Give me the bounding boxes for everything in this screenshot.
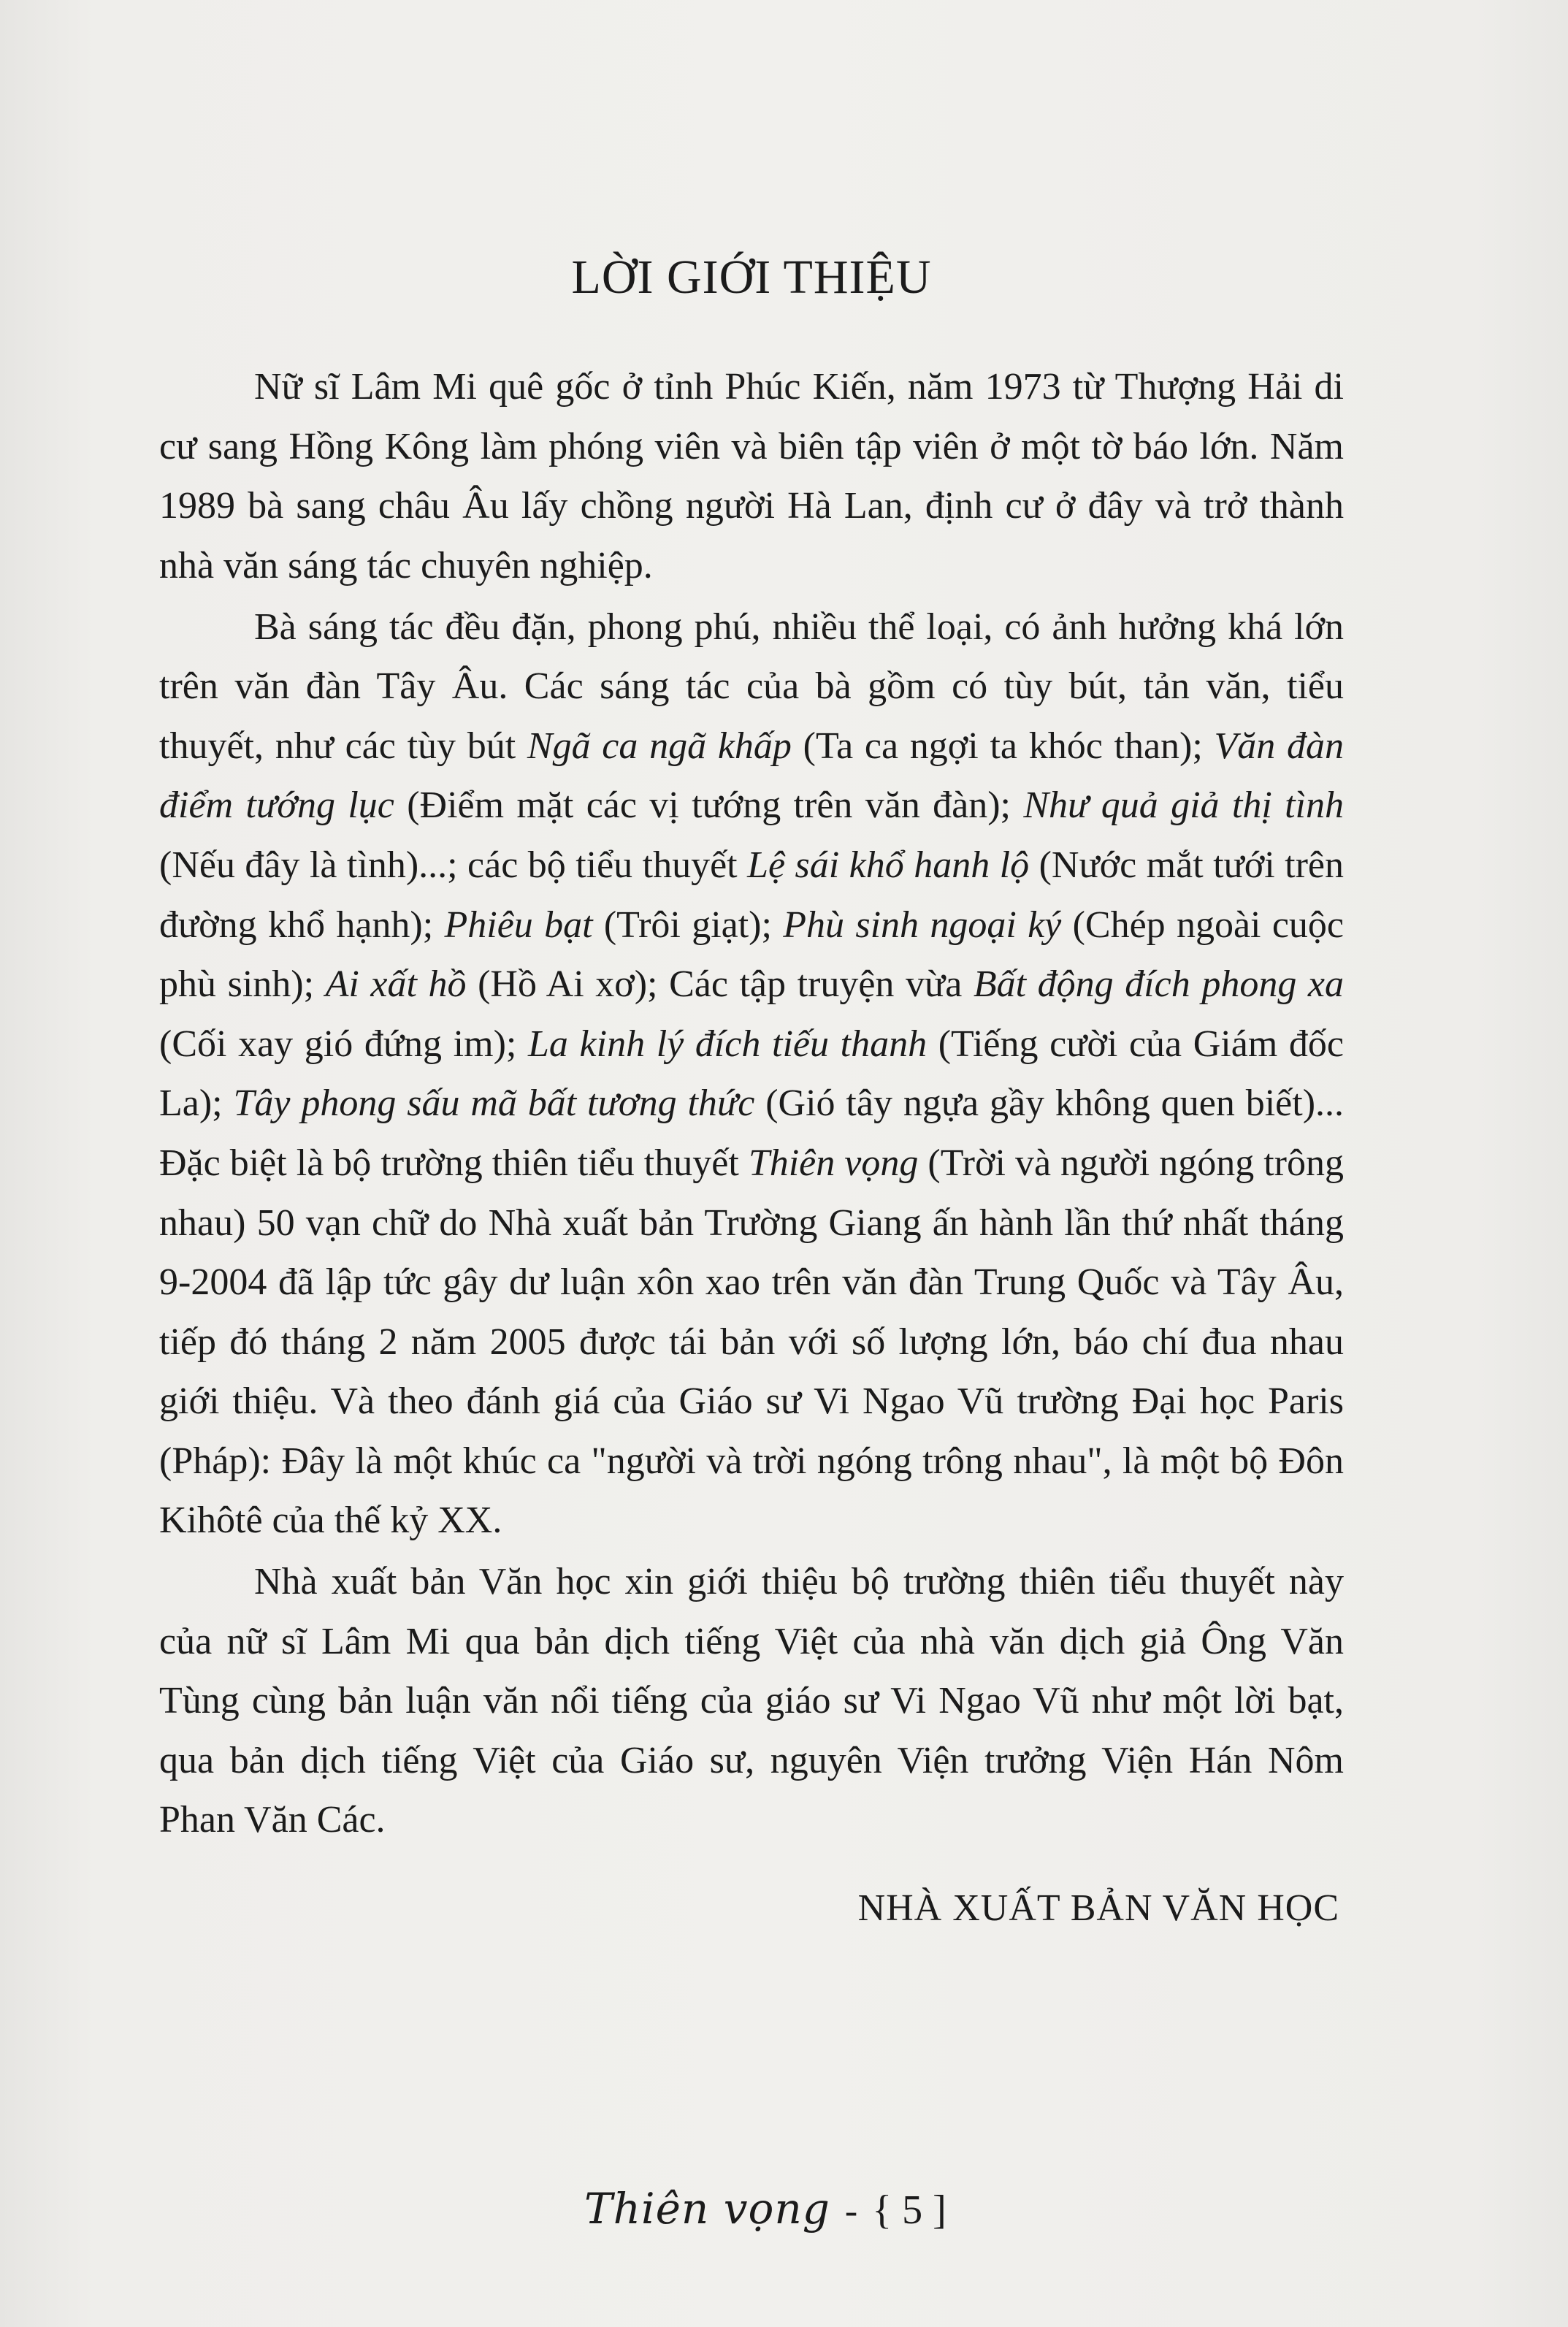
paragraph-2 — [159, 597, 1344, 1551]
paragraph-3: Nhà xuất bản Văn học xin giới thiệu bộ trường thiên tiểu thuyết này của nữ sĩ Lâm Mi qua bản dịch tiếng Việt của nhà văn dịch giả Ông Văn Tùng cùng bản luận văn nổi tiếng của giáo sư Vi Ngao Vũ như một lời bạt, qua bản dịch tiếng Việt của Giáo sư, nguyên Viện trưởng Viện Hán Nôm Phan Văn Các. — [159, 1561, 1344, 1841]
work-title: Phiêu bạt — [444, 903, 593, 946]
page-number: { 5 ] — [872, 2187, 946, 2233]
text-span: (Nếu đây là tình)...; các bộ tiểu thuyết — [159, 844, 748, 886]
work-title: Bất động đích phong xa — [973, 963, 1344, 1006]
page-content — [159, 248, 1344, 1930]
page-footer — [584, 2184, 946, 2234]
text-span: (Ta ca ngợi ta khóc than); — [791, 725, 1215, 767]
text-span: (Tiếng cười của Giám đốc La); — [159, 1023, 1344, 1125]
text-span: (Điểm mặt các vị tướng trên văn đàn); — [394, 784, 1024, 827]
text-span: (Nước mắt tưới trên đường khổ hạnh); — [159, 844, 1344, 946]
work-title: Tây phong sấu mã bất tương thức — [233, 1082, 755, 1125]
work-title: Như quả giả thị tình — [1023, 784, 1345, 827]
text-span: (Hồ Ai xơ); Các tập truyện vừa — [466, 963, 974, 1006]
work-title: La kinh lý đích tiếu thanh — [527, 1023, 928, 1065]
text-span: (Chép ngoài cuộc phù sinh); — [159, 903, 1344, 1006]
work-title: Lệ sái khổ hanh lộ — [747, 844, 1030, 886]
text-span: (Trôi giạt); — [592, 903, 784, 946]
text-span: (Gió tây ngựa gầy không quen biết)... Đặc biệt là bộ trường thiên tiểu thuyết — [159, 1082, 1345, 1184]
page-title: LỜI GIỚI THIỆU — [571, 251, 932, 304]
running-book-title: Thiên vọng — [584, 2184, 830, 2234]
publisher-signature: NHÀ XUẤT BẢN VĂN HỌC — [857, 1887, 1339, 1930]
text-span: (Cối xay gió đứng im); — [159, 1023, 528, 1065]
work-title: Ngã ca ngã khấp — [527, 725, 792, 767]
text-span: Bà sáng tác đều đặn, phong phú, nhiều thể loại, có ảnh hưởng khá lớn trên văn đàn Tây Âu. Các sáng tác của bà gồm có tùy bút, tản văn, tiểu thuyết, như các tùy bút — [159, 605, 1344, 767]
paragraph-1: Nữ sĩ Lâm Mi quê gốc ở tỉnh Phúc Kiến, năm 1973 từ Thượng Hải di cư sang Hồng Kông làm phóng viên và biên tập viên ở một tờ báo lớn. Năm 1989 bà sang châu Âu lấy chồng người Hà Lan, định cư ở đây và trở thành nhà văn sáng tác chuyên nghiệp. — [159, 366, 1344, 586]
footer-separator: - — [844, 2190, 858, 2232]
work-title: Ai xất hồ — [325, 963, 467, 1006]
work-title: Thiên vọng — [748, 1142, 919, 1184]
text-span: (Trời và người ngóng trông nhau) 50 vạn chữ do Nhà xuất bản Trường Giang ấn hành lần thứ nhất tháng 9-2004 đã lập tức gây dư luận xôn xao trên văn đàn Trung Quốc và Tây Âu, tiếp đó tháng 2 năm 2005 được tái bản với số lượng lớn, báo chí đua nhau giới thiệu. Và theo đánh giá của Giáo sư Vi Ngao Vũ trường Đại học Paris (Pháp): Đây là một khúc ca "người và trời ngóng trông nhau", là một bộ Đôn Kihôtê của thế kỷ XX. — [159, 1142, 1344, 1542]
work-title: Văn đàn điểm tướng lục — [159, 725, 1345, 827]
work-title: Phù sinh ngoại ký — [783, 903, 1062, 946]
